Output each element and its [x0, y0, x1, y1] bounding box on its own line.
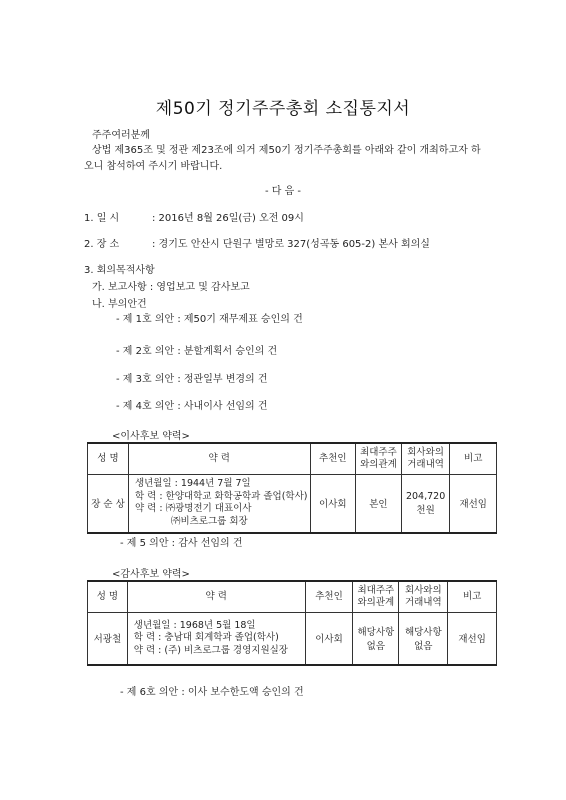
agenda-item-3: - 제 3호 의안 : 정관일부 변경의 건	[116, 374, 268, 385]
candidate-recommender: 이사회	[310, 475, 356, 533]
resolution-heading: 나. 부의안건	[92, 299, 147, 310]
candidate-relation: 해당사항 없음	[353, 613, 399, 665]
agenda-item-1: - 제 1호 의안 : 제50기 재무제표 승인의 건	[116, 314, 303, 325]
candidate-career: 생년월일 : 1968년 5월 18일 학 력 : 충남대 회계학과 졸업(학사) 약 력 : (주) 비츠로그룹 경영지원실장	[127, 613, 305, 665]
header-career: 약 력	[127, 581, 305, 613]
candidate-career: 생년월일 : 1944년 7월 7일 학 력 : 한양대학교 화학공학과 졸업(학사) 약 력 : ㈜광명전기 대표이사 ㈜비츠로그룹 회장	[128, 475, 310, 533]
agenda-item-4: - 제 4호 의안 : 사내이사 선임의 건	[116, 401, 268, 412]
document-title: 제50기 정기주주총회 소집통지서	[155, 99, 411, 119]
table-row	[88, 613, 497, 665]
director-candidate-table	[87, 442, 497, 534]
separator: - 다 음 -	[264, 186, 302, 197]
report-items: 가. 보고사항 : 영업보고 및 감사보고	[92, 282, 250, 293]
candidate-relation: 본인	[356, 475, 402, 533]
auditor-table-caption: <감사후보 약력>	[112, 569, 190, 580]
candidate-note: 재선임	[448, 613, 497, 665]
header-relation: 최대주주 와의관계	[353, 581, 399, 613]
candidate-name: 장 순 상	[88, 475, 129, 533]
candidate-transactions: 204,720 천원	[401, 475, 450, 533]
greeting: 주주여러분께	[92, 130, 150, 141]
place-value: : 경기도 안산시 단원구 별망로 327(성곡동 605-2) 본사 회의실	[152, 239, 430, 250]
candidate-transactions: 해당사항 없음	[399, 613, 448, 665]
header-transactions: 회사와의 거래내역	[399, 581, 448, 613]
candidate-name: 서광철	[88, 613, 128, 665]
place-label: 2. 장 소	[84, 239, 120, 250]
table-header-row	[88, 581, 497, 613]
agenda-item-2: - 제 2호 의안 : 분할계획서 승인의 건	[116, 346, 278, 357]
agenda-item-5: - 제 5 의안 : 감사 선임의 건	[120, 538, 243, 549]
header-recommender: 추천인	[310, 443, 356, 475]
header-note: 비고	[448, 581, 497, 613]
candidate-note: 재선임	[450, 475, 497, 533]
header-career: 약 력	[128, 443, 310, 475]
auditor-candidate-table	[87, 580, 497, 666]
date-value: : 2016년 8월 26일(금) 오전 09시	[152, 213, 304, 224]
header-name: 성 명	[88, 581, 128, 613]
agenda-heading: 3. 회의목적사항	[84, 265, 155, 276]
intro-line-1: 상법 제365조 및 정관 제23조에 의거 제50기 정기주주총회를 아래와 같이 개최하고자 하	[92, 145, 481, 156]
table-row	[88, 475, 497, 533]
header-recommender: 추천인	[305, 581, 353, 613]
candidate-recommender: 이사회	[305, 613, 353, 665]
table-header-row	[88, 443, 497, 475]
header-name: 성 명	[88, 443, 129, 475]
date-label: 1. 일 시	[84, 213, 120, 224]
header-note: 비고	[450, 443, 497, 475]
intro-line-2: 오니 참석하여 주시기 바랍니다.	[84, 161, 223, 172]
agenda-item-6: - 제 6호 의안 : 이사 보수한도액 승인의 건	[120, 687, 304, 698]
header-transactions: 회사와의 거래내역	[401, 443, 450, 475]
header-relation: 최대주주 와의관계	[356, 443, 402, 475]
director-table-caption: <이사후보 약력>	[112, 431, 190, 442]
